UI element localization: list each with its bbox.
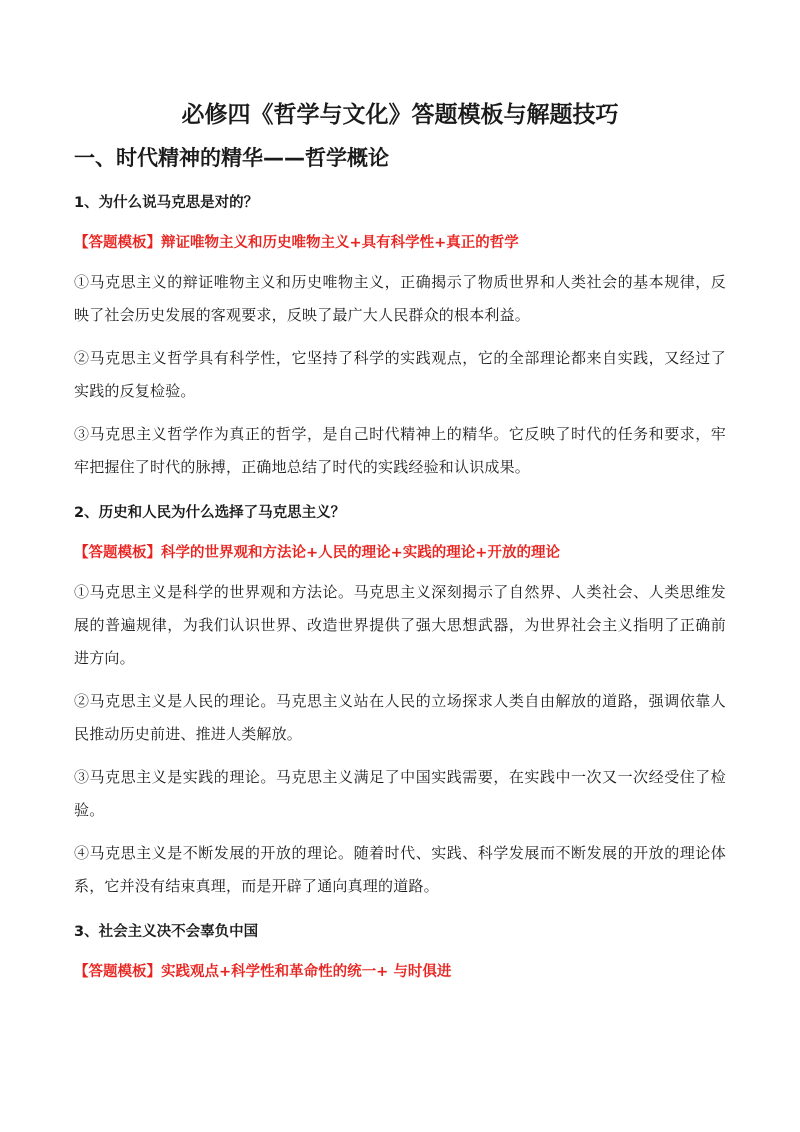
question-2-paragraph-3: ③马克思主义是实践的理论。马克思主义满足了中国实践需要，在实践中一次又一次经受住了检验。	[74, 768, 726, 819]
question-1-title: 1、为什么说马克思是对的？	[74, 195, 259, 211]
question-1	[74, 192, 726, 484]
question-2-paragraph-4: ④马克思主义是不断发展的开放的理论。随着时代、实践、科学发展而不断发展的开放的理论体系，它并没有结束真理，而是开辟了通向真理的道路。	[74, 844, 726, 895]
question-3-template: 【答题模板】实践观点+科学性和革命性的统一+ 与时俱进	[74, 964, 452, 980]
section-title: 一、时代精神的精华——哲学概论	[74, 146, 389, 170]
question-2-title: 2、历史和人民为什么选择了马克思主义？	[74, 505, 346, 521]
document-title: 必修四《哲学与文化》答题模板与解题技巧	[181, 102, 619, 128]
question-3	[74, 921, 726, 983]
question-2-template: 【答题模板】科学的世界观和方法论+人民的理论+实践的理论+开放的理论	[74, 545, 560, 561]
question-1-paragraph-1: ①马克思主义的辩证唯物主义和历史唯物主义，正确揭示了物质世界和人类社会的基本规律，反映了社会历史发展的客观要求，反映了最广大人民群众的根本利益。	[74, 273, 726, 324]
question-2-paragraph-1: ①马克思主义是科学的世界观和方法论。马克思主义深刻揭示了自然界、人类社会、人类思维发展的普遍规律，为我们认识世界、改造世界提供了强大思想武器，为世界社会主义指明了正确前进方向。	[74, 583, 726, 667]
question-1-template: 【答题模板】辩证唯物主义和历史唯物主义+具有科学性+真正的哲学	[74, 235, 519, 251]
question-2	[74, 502, 726, 903]
question-1-paragraph-3: ③马克思主义哲学作为真正的哲学，是自己时代精神上的精华。它反映了时代的任务和要求，牢牢把握住了时代的脉搏，正确地总结了时代的实践经验和认识成果。	[74, 425, 726, 476]
question-3-title: 3、社会主义决不会辜负中国	[74, 924, 259, 940]
question-2-paragraph-2: ②马克思主义是人民的理论。马克思主义站在人民的立场探求人类自由解放的道路，强调依靠人民推动历史前进、推进人类解放。	[74, 692, 726, 743]
question-1-paragraph-2: ②马克思主义哲学具有科学性，它坚持了科学的实践观点，它的全部理论都来自实践，又经过了实践的反复检验。	[74, 349, 726, 400]
